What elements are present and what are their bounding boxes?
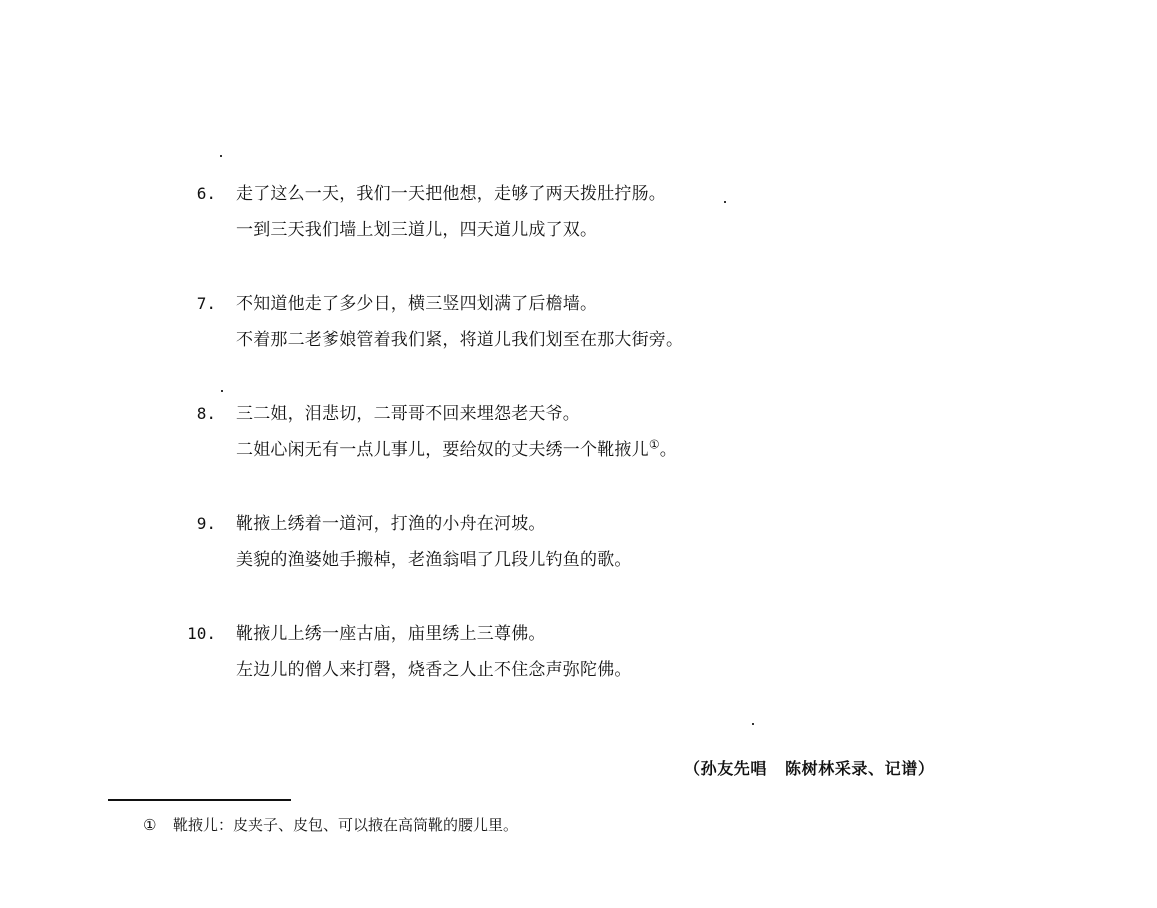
verse-line-2: 左边儿的僧人来打磬，烧香之人止不住念声弥陀佛。 xyxy=(236,660,632,680)
verse-line-2: 一到三天我们墙上划三道儿，四天道儿成了双。 xyxy=(236,220,598,240)
verse-number: 8. xyxy=(196,404,216,423)
footnote xyxy=(143,814,518,836)
footnote-divider xyxy=(108,799,291,801)
scan-speck xyxy=(724,201,726,203)
verse-line-end: 。 xyxy=(659,440,677,460)
verse-line-1: 靴掖儿上绣一座古庙，庙里绣上三尊佛。 xyxy=(236,624,546,644)
verse-line-1: 三二姐，泪悲切，二哥哥不回来埋怨老天爷。 xyxy=(236,404,580,424)
verse-line-2: 不着那二老爹娘管着我们紧，将道儿我们划至在那大街旁。 xyxy=(236,330,684,350)
attribution-open: （ xyxy=(684,759,701,778)
scan-speck xyxy=(221,390,223,392)
attribution xyxy=(684,757,934,781)
verse-number: 10. xyxy=(187,624,216,643)
footnote-mark: ① xyxy=(143,816,157,834)
verse-number: 6. xyxy=(196,184,216,203)
verse-number: 9. xyxy=(196,514,216,533)
attribution-close: ） xyxy=(917,759,935,778)
verse-line-1: 靴掖上绣着一道河，打渔的小舟在河坡。 xyxy=(236,514,546,534)
verse-line-1: 不知道他走了多少日，横三竖四划满了后檐墙。 xyxy=(236,294,598,314)
verse-line-2 xyxy=(236,438,677,462)
verse-line-1: 走了这么一天，我们一天把他想，走够了两天拨肚拧肠。 xyxy=(236,184,666,204)
scan-speck xyxy=(752,723,754,725)
attribution-collector: 陈树林采录、记谱 xyxy=(785,759,918,778)
footnote-text: 靴掖儿：皮夹子、皮包、可以掖在高筒靴的腰儿里。 xyxy=(173,816,519,834)
verse-line-2: 美貌的渔婆她手搬棹，老渔翁唱了几段儿钓鱼的歌。 xyxy=(236,550,632,570)
scan-speck xyxy=(220,155,222,157)
attribution-singer: 孙友先唱 xyxy=(700,759,768,778)
verse-number: 7. xyxy=(196,294,216,313)
footnote-reference: ① xyxy=(648,437,660,452)
verse-line-text: 二姐心闲无有一点儿事儿，要给奴的丈夫绣一个靴掖儿 xyxy=(236,440,649,460)
